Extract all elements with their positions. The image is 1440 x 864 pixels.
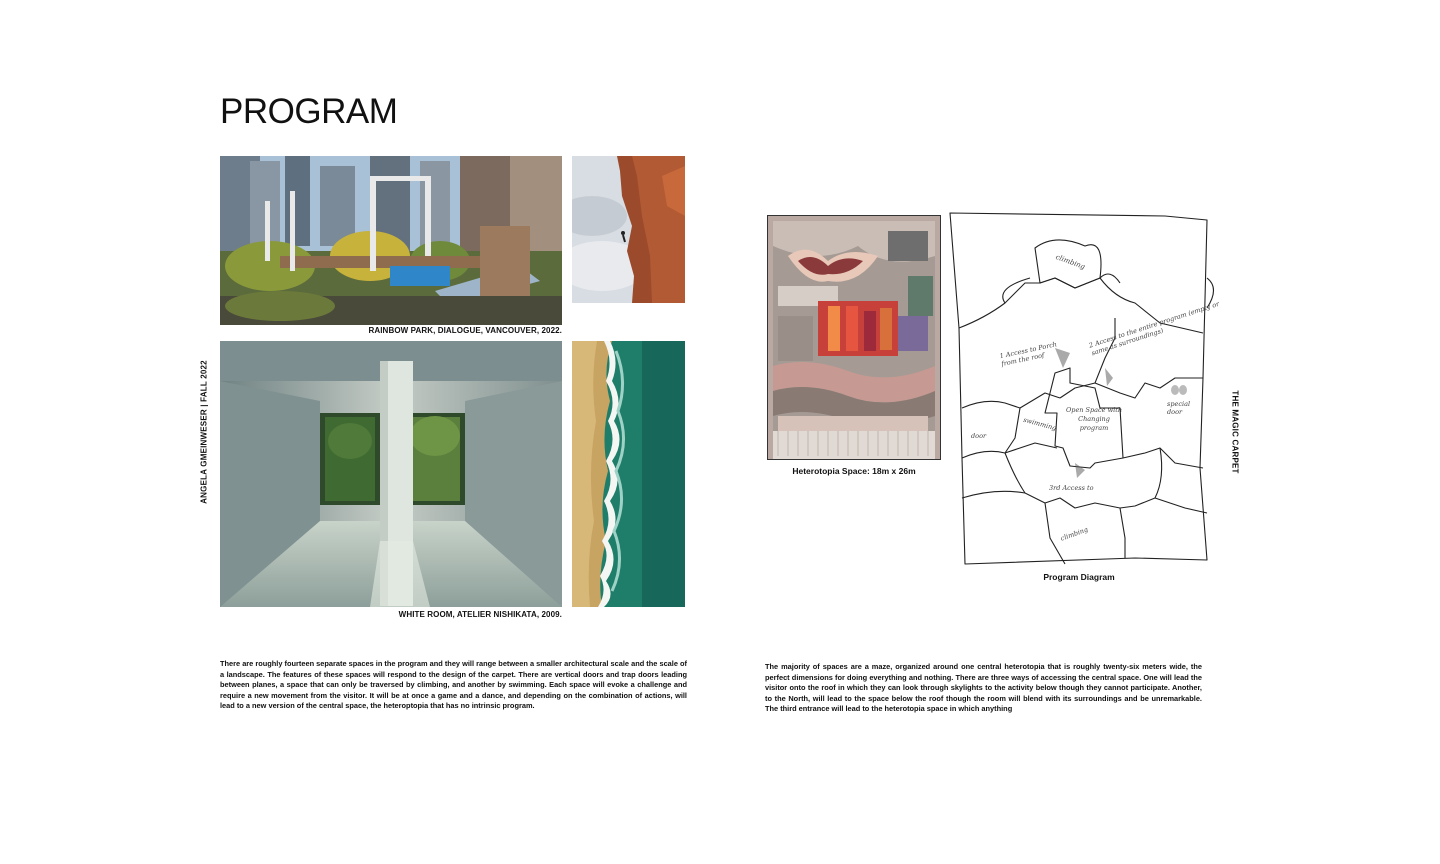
climber-photo — [572, 156, 685, 303]
white-room-caption: WHITE ROOM, ATELIER NISHIKATA, 2009. — [398, 610, 562, 619]
sketch-label-swimming: swimming — [1022, 415, 1058, 433]
sketch-label-special-door: special door — [1167, 400, 1191, 416]
sketch-label-door: door — [971, 432, 987, 440]
rainbow-park-photo — [220, 156, 562, 325]
project-label: THE MAGIC CARPET — [1230, 390, 1240, 474]
beach-photo — [572, 341, 685, 607]
author-label: ANGELA GMEINWESER | FALL 2022 — [199, 360, 209, 504]
sketch-label-climbing-bottom: climbing — [1059, 525, 1090, 543]
sketch-label-access-3: 3rd Access to — [1049, 484, 1094, 492]
carpet-image — [767, 215, 941, 460]
rainbow-park-caption: RAINBOW PARK, DIALOGUE, VANCOUVER, 2022. — [368, 326, 562, 335]
program-diagram — [945, 208, 1221, 570]
white-room-photo — [220, 341, 562, 607]
sketch-label-access-2: 2 Access to the entire program (empty or same as surroundings) — [1087, 299, 1221, 358]
page-title: PROGRAM — [220, 92, 398, 131]
sketch-label-open-space: Open Space with Changing program — [1065, 406, 1123, 432]
carpet-caption: Heterotopia Space: 18m x 26m — [792, 466, 916, 476]
sketch-label-access-1: 1 Access to Porch from the roof — [998, 340, 1058, 369]
right-paragraph: The majority of spaces are a maze, organized around one central heterotopia that is roughly twenty-six meters wide, the perfect dimensions for doing everything and nothing. There are three ways of accessing the central space. One will lead the visitor onto the roof in which they can look through skylights to the activity below though they cannot participate. Another, to the North, will lead to the space below the roof though the room will blend with its surroundings and be unremarkable. The third entrance will lead to the heterotopia space in which anything — [765, 662, 1202, 714]
diagram-caption: Program Diagram — [1043, 572, 1115, 582]
left-paragraph: There are roughly fourteen separate spaces in the program and they will range between a smaller architectural scale and the scale of a landscape. The features of these spaces will respond to the design of the carpet. There are vertical doors and trap doors leading between planes, a space that can only be traversed by climbing, and another by swimming. Each space will evoke a challenge and require a new movement from the visitor. It will be at once a game and a dance, and depending on the combination of actions, will lead to a new version of the central space, the heteroptopia that has no intrinsic program. — [220, 659, 687, 711]
sketch-label-climbing-top: climbing — [1054, 252, 1087, 272]
